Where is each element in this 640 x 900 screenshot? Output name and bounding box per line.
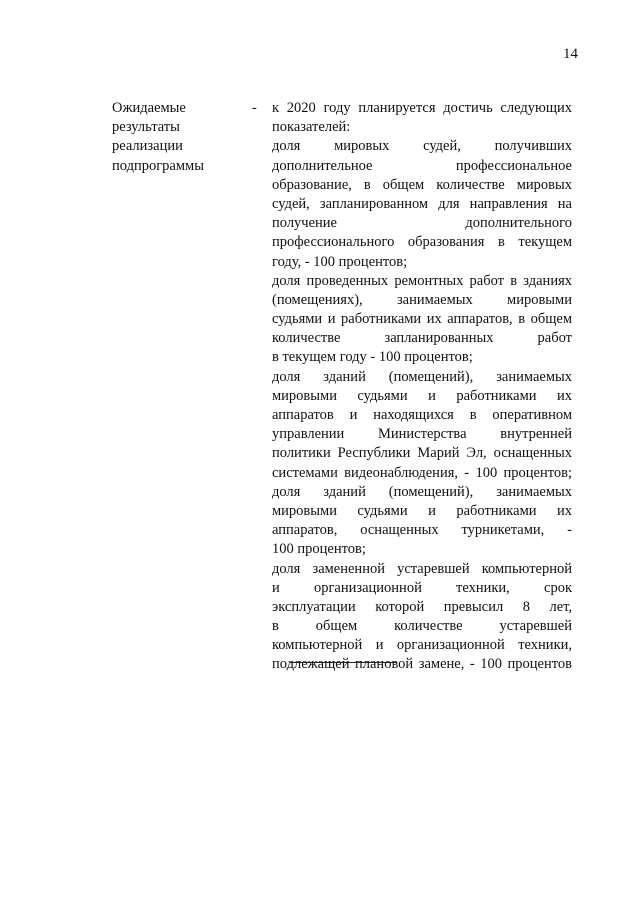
text-line: доля мировых судей, получивших [272,138,572,155]
text-line: в общем количестве устаревшей [272,618,572,635]
text-line: показателей: [272,119,351,136]
section-label-line: результаты [112,119,180,136]
text-line: доля зданий (помещений), занимаемых [272,483,572,500]
text-line: получение дополнительного [272,215,572,232]
text-line: политики Республики Марий Эл, оснащенных [272,445,572,462]
text-line: аппаратов, оснащенных турникетами, - [272,522,572,539]
text-line: подлежащей плановой замене, - 100 процентов [272,656,572,673]
text-line: в текущем году - 100 процентов; [272,349,473,366]
text-line: эксплуатации которой превысил 8 лет, [272,598,572,615]
text-line: аппаратов и находящихся в оперативном [272,407,572,423]
text-line: профессионального образования в текущем [272,234,572,251]
text-line: компьютерной и организационной техники, [272,637,572,654]
text-line: образование, в общем количестве мировых [272,176,572,193]
section-label [112,99,242,176]
text-line: доля проведенных ремонтных работ в зданиях [272,272,572,289]
text-line: доля зданий (помещений), занимаемых [272,368,572,385]
page-number: 14 [563,46,578,62]
text-line: и организационной техники, срок [272,579,572,596]
text-line: году, - 100 процентов; [272,253,408,270]
section-label-line: Ожидаемые [112,100,186,116]
text-line: к 2020 году планируется достичь следующих [272,100,572,116]
text-line: системами видеонаблюдения, - 100 процентов; [272,464,572,481]
text-line: судей, запланированном для направления на [272,195,572,212]
footer-divider-line [290,662,396,663]
dash-separator: - [252,100,257,116]
text-line: доля замененной устаревшей компьютерной [272,560,572,577]
section-label-line: реализации [112,138,183,155]
text-line: мировыми судьями и работниками их [272,387,572,404]
text-line: 100 процентов; [272,541,366,558]
text-line: судьями и работниками их аппаратов, в общем [272,311,572,328]
indicators-text [272,99,572,675]
text-line: количестве запланированных работ [272,330,572,347]
section-label-line: подпрограммы [112,157,204,174]
text-line: мировыми судьями и работниками их [272,502,572,519]
text-line: (помещениях), занимаемых мировыми [272,291,572,308]
text-line: управлении Министерства внутренней [272,426,572,443]
text-line: дополнительное профессиональное [272,157,572,174]
